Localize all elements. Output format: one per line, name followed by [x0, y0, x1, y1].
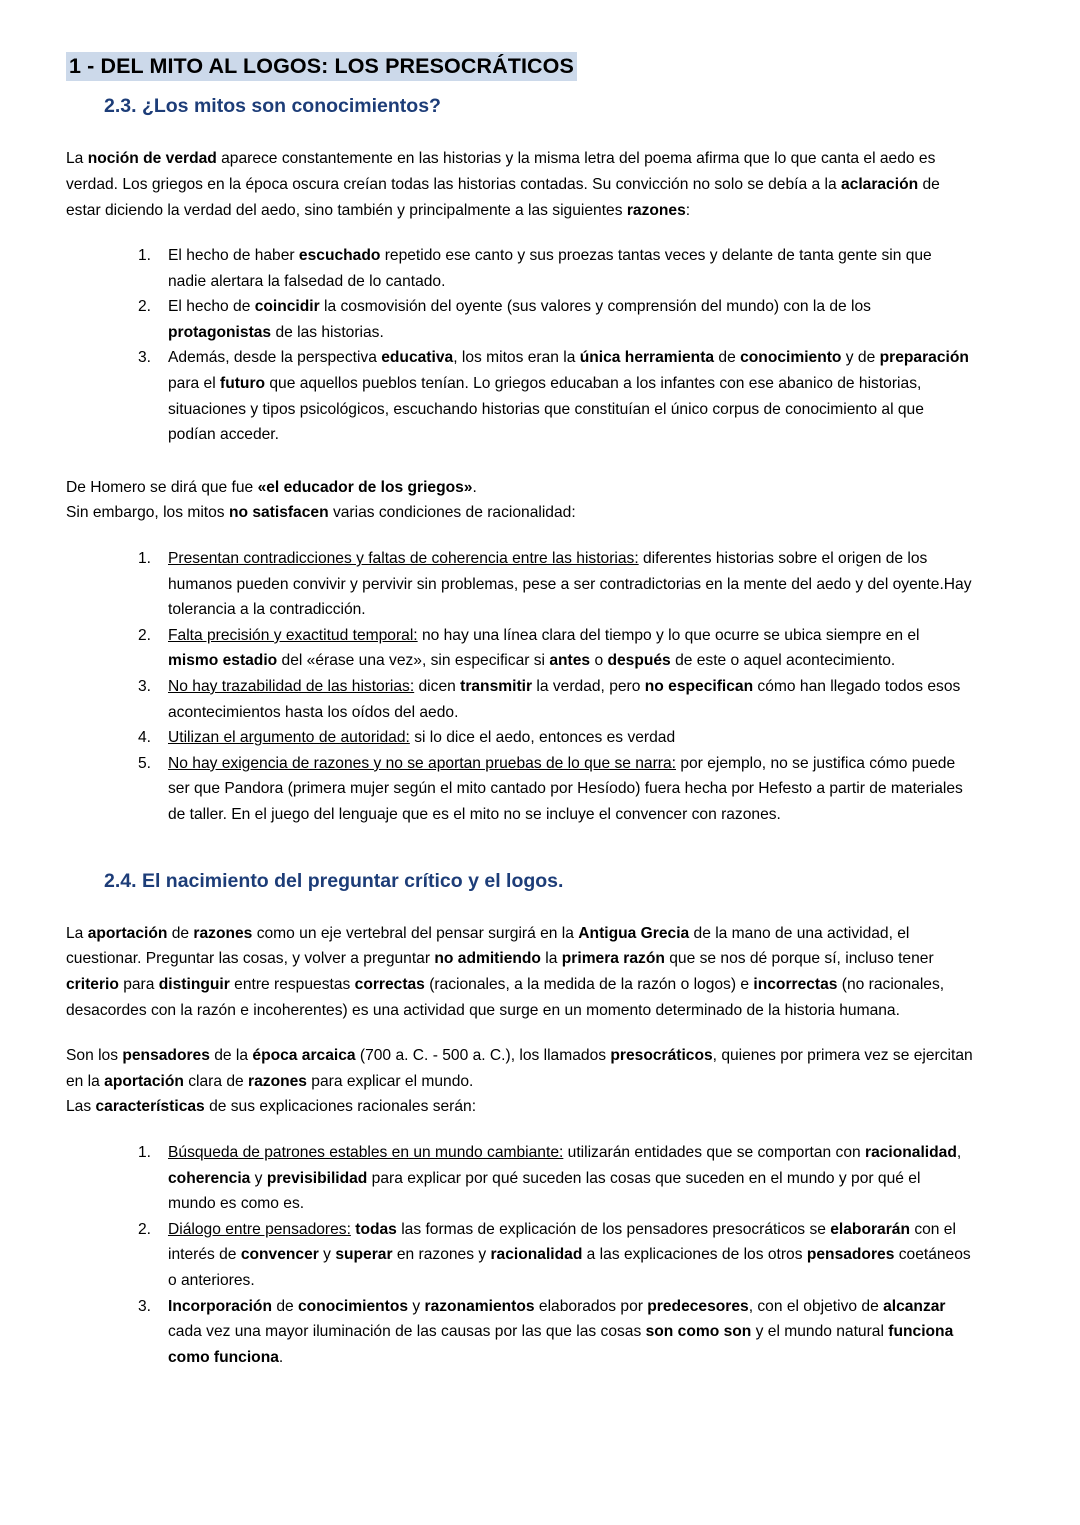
list-item-text: No hay exigencia de razones y no se aportan pruebas de lo que se narra: por ejemplo, no se justifica cómo puede ser que Pandora (primera mujer según el mito cantado por Hesíodo) fuera hecha por Hefesto a partir de materiales de taller. En el juego del lenguaje que es el mito no se incluye el convencer con razones. [168, 754, 963, 823]
reasons-list [66, 243, 978, 448]
list-marker: 2. [138, 626, 152, 644]
page-title-highlight: 1 - DEL MITO AL LOGOS: LOS PRESOCRÁTICOS [66, 52, 577, 81]
page-title [66, 52, 980, 81]
spacer [66, 1120, 980, 1140]
list-marker: 1. [138, 247, 152, 265]
list-item [66, 345, 978, 447]
list-marker: 4. [138, 729, 152, 747]
list-item [66, 243, 978, 294]
list-item [66, 623, 978, 674]
section-2-4-paragraph-two: Son los pensadores de la época arcaica (700 a. C. - 500 a. C.), los llamados presocráticos, quienes por primera vez se ejercitan en la aportación clara de razones para explicar el mundo. [66, 1047, 973, 1090]
list-item [66, 1140, 978, 1217]
deficiencies-list [66, 546, 978, 828]
list-item-text: Además, desde la perspectiva educativa, los mitos eran la única herramienta de conocimiento y de preparación para el futuro que aquellos pueblos tenían. Lo griegos educaban a los infantes con ese abanico de historias, situaciones y tipos psicológicos, escuchando historias que constituían el único corpus de conocimiento al que podían acceder. [168, 349, 969, 444]
list-item-text: Búsqueda de patrones estables en un mundo cambiante: utilizarán entidades que se comportan con racionalidad, coherencia y previsibilidad para explicar por qué suceden las cosas que suceden en el mundo y por qué el mundo es como es. [168, 1144, 962, 1213]
list-item [66, 294, 978, 345]
list-item [66, 546, 978, 623]
list-item-text: Utilizan el argumento de autoridad: si lo dice el aedo, entonces es verdad [168, 729, 676, 747]
list-item-text: Falta precisión y exactitud temporal: no hay una línea clara del tiempo y lo que ocurre se ubica siempre en el mismo estadio del «érase una vez», sin especificar si antes o después de este o aquel acontecimiento. [168, 626, 920, 670]
spacer [66, 828, 980, 868]
list-marker: 1. [138, 550, 152, 568]
list-marker: 2. [138, 1220, 152, 1238]
list-marker: 3. [138, 678, 152, 696]
list-item [66, 751, 978, 828]
list-item [66, 674, 978, 725]
list-item [66, 1294, 978, 1371]
spacer [66, 223, 980, 243]
list-marker: 1. [138, 1144, 152, 1162]
list-item-text: El hecho de haber escuchado repetido ese canto y sus proezas tantas veces y delante de tanta gente sin que nadie alertara la falsedad de lo cantado. [168, 247, 932, 290]
section-2-3-intro-paragraph: La noción de verdad aparece constantemente en las historias y la misma letra del poema afirma que lo que canta el aedo es verdad. Los griegos en la época oscura creían todas las historias contadas. Su convicción no solo se debía a la aclaración de estar diciendo la verdad del aedo, sino también y principalmente a las siguientes razones: [66, 150, 940, 219]
section-2-4-paragraph-three: Las características de sus explicaciones racionales serán: [66, 1098, 477, 1116]
list-item-text: Incorporación de conocimientos y razonamientos elaborados por predecesores, con el objetivo de alcanzar cada vez una mayor iluminación de las causas por las que las cosas son como son y el mundo natural funciona como funciona. [168, 1297, 954, 1366]
list-marker: 3. [138, 349, 152, 367]
section-heading-2-3: 2.3. ¿Los mitos son conocimientos? [104, 95, 441, 118]
list-item [66, 1217, 978, 1294]
list-item [66, 725, 978, 751]
spacer [66, 526, 980, 546]
list-marker: 5. [138, 754, 152, 772]
list-item-text: Presentan contradicciones y faltas de coherencia entre las historias: diferentes historias sobre el origen de los humanos pueden convivir y pervivir sin problemas, pese a ser contradictorias en la mente del aedo y del oyente.Hay tolerancia a la contradicción. [168, 550, 972, 619]
section-2-4-paragraph-one: La aportación de razones como un eje vertebral del pensar surgirá en la Antigua Grecia de la mano de una actividad, el cuestionar. Preguntar las cosas, y volver a preguntar no admitiendo la primera razón que se nos dé porque sí, incluso tener criterio para distinguir entre respuestas correctas (racionales, a la medida de la razón o logos) e incorrectas (no racionales, desacordes con la razón e incoherentes) es una actividad que surge en un momento determinado de la historia humana. [66, 924, 945, 1019]
characteristics-list [66, 1140, 978, 1370]
homero-line: De Homero se dirá que fue «el educador de los griegos». [66, 478, 477, 496]
list-item-text: No hay trazabilidad de las historias: dicen transmitir la verdad, pero no especifican cómo han llegado todos esos acontecimientos hasta los oídos del aedo. [168, 678, 961, 721]
spacer [66, 1023, 980, 1043]
spacer [66, 448, 980, 475]
list-item-text: El hecho de coincidir la cosmovisión del oyente (sus valores y comprensión del mundo) con la de los protagonistas de las historias. [168, 298, 871, 341]
section-heading-2-4: 2.4. El nacimiento del preguntar crítico y el logos. [104, 869, 564, 892]
list-marker: 3. [138, 1297, 152, 1315]
list-marker: 2. [138, 298, 152, 316]
condiciones-racionalidad-line: Sin embargo, los mitos no satisfacen varias condiciones de racionalidad: [66, 504, 576, 522]
spacer [66, 119, 980, 146]
spacer [66, 894, 980, 921]
list-item-text: Diálogo entre pensadores: todas las formas de explicación de los pensadores presocráticos se elaborarán con el interés de convencer y superar en razones y racionalidad a las explicaciones de los otros pensadores coetáneos o anteriores. [168, 1220, 971, 1290]
